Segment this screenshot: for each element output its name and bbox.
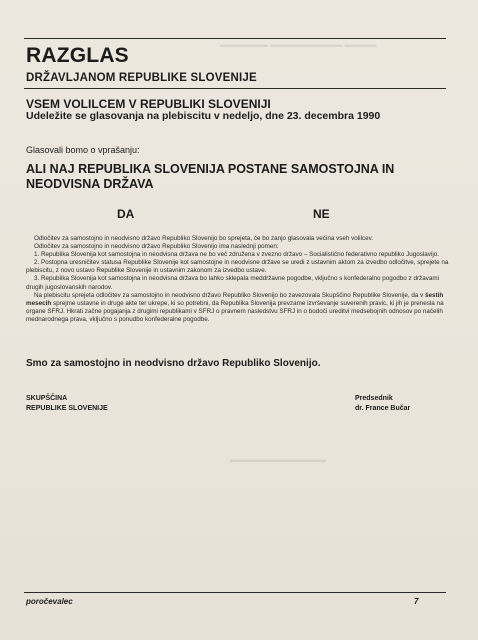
paragraph: 2. Postopna uresničitev statusa Republike Slovenije kot samostojne in neodvisne države se uredi z ustavnim aktom za izvedbo odločitve, sprejete na plebiscitu, z novo ustavo Republike Slovenije in ustavnim zakonom za izvedbo ustave. bbox=[26, 259, 449, 275]
paragraph: Odločitev za samostojno in neodvisno državo Republiko Slovenijo ima naslednji pomen: bbox=[34, 243, 279, 251]
voting-instruction: Udeležite se glasovanja na plebiscitu v nedeljo, dne 23. decembra 1990 bbox=[26, 110, 381, 122]
question-intro: Glasovali bomo o vprašanju: bbox=[26, 145, 140, 155]
show-through-text: ▬▬▬▬▬▬▬▬▬▬▬▬ bbox=[230, 455, 326, 464]
signature-line: SKUPŠČINA bbox=[26, 395, 68, 402]
paragraph: 3. Republika Slovenija kot samostojna in neodvisna država bo lahko sklepala meddržavne pogodbe, vključno s konfederalno pogodbo z državami drugih jugoslovanskih narodov. bbox=[26, 275, 439, 291]
header-rule bbox=[24, 88, 446, 89]
slogan: Smo za samostojno in neodvisno državo Republiko Slovenijo. bbox=[26, 358, 321, 369]
body-text bbox=[26, 235, 451, 324]
signature-assembly bbox=[26, 394, 108, 414]
paragraph: 1. Republika Slovenija kot samostojna in neodvisna država ne bo več združena v zvezno državo – Socialistično federativno republiko Jugoslavijo. bbox=[34, 251, 439, 259]
publication-name: poročevalec bbox=[26, 597, 73, 606]
document-title: RAZGLAS bbox=[26, 44, 129, 67]
option-no: NE bbox=[313, 207, 330, 221]
plebiscite-question: ALI NAJ REPUBLIKA SLOVENIJA POSTANE SAMOSTOJNA IN NEODVISNA DRŽAVA bbox=[26, 162, 395, 191]
paragraph bbox=[26, 292, 451, 324]
signature-president bbox=[355, 394, 410, 414]
signature-line: dr. France Bučar bbox=[355, 405, 411, 412]
top-rule bbox=[24, 38, 446, 39]
signature-line: REPUBLIKE SLOVENIJE bbox=[26, 405, 108, 412]
page-number: 7 bbox=[414, 597, 419, 606]
paragraph: Odločitev za samostojno in neodvisno državo Republiko Slovenijo bo sprejeta, če bo zanjo glasovala večina vseh volilcev. bbox=[34, 235, 374, 242]
option-yes: DA bbox=[117, 207, 135, 221]
show-through-text: ▬▬▬▬ ▬▬▬▬▬▬▬▬▬ ▬▬▬▬▬▬ bbox=[220, 40, 377, 49]
footer-rule bbox=[24, 592, 446, 593]
document-subtitle: DRŽAVLJANOM REPUBLIKE SLOVENIJE bbox=[26, 72, 257, 84]
emphasis-text: šestih mesecih bbox=[26, 291, 444, 307]
signature-line: Predsednik bbox=[355, 395, 393, 402]
notice-heading: VSEM VOLILCEM V REPUBLIKI SLOVENIJI bbox=[26, 97, 271, 111]
paragraph-text: Na plebiscitu sprejeta odločitev za samostojno in neodvisno državo Republiko Slovenijo bo zavezovala Skupščino Republike Slovenije, da v bbox=[34, 291, 425, 299]
paragraph-text: sprejme ustavne in druge akte ter ukrepe, ki so potrebni, da Republika Slovenija prevzame izvrševanje suverenih pravic, ki jih je prenesla na organe SFRJ. Hkrati začne pogajanja z drugimi republikami v SFRJ o pravnem nasledstvu SFRJ in o bodoči ureditvi medsebojnih odnosov po načelih mednarodnega prava, vključno s ponudbo konfederalne pogodbe. bbox=[26, 299, 444, 323]
